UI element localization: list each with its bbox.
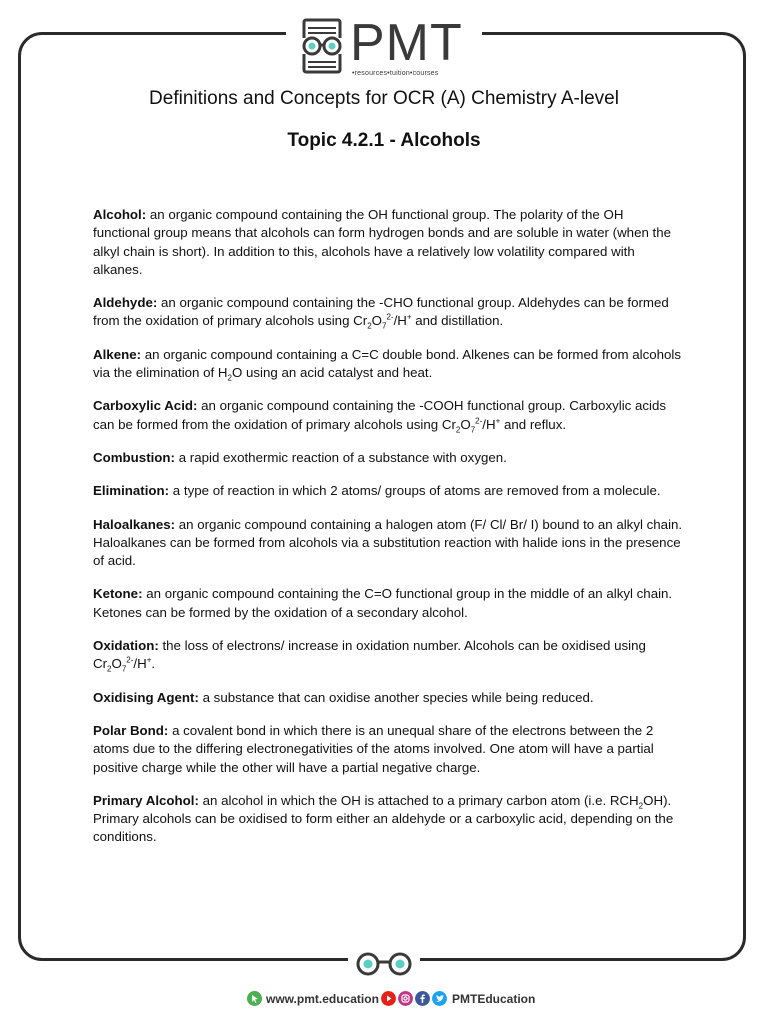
- superscript: 2-: [386, 313, 394, 323]
- superscript: +: [146, 655, 152, 665]
- topic-title: Topic 4.2.1 - Alcohols: [287, 130, 481, 151]
- cursor-link-icon: [247, 991, 262, 1006]
- definition-elimination: [93, 482, 683, 500]
- term: Oxidising Agent:: [93, 689, 199, 705]
- page-footer: [0, 988, 768, 1010]
- superscript: +: [406, 313, 412, 323]
- definition-text: a covalent bond in which there is an unequal share of the electrons between the 2 atoms due to the differing electronegativities of the atoms involved. One atom will have a partial positive charge while the other will have a partial negative charge.: [93, 722, 654, 775]
- subscript: 2: [227, 373, 232, 383]
- term: Combustion:: [93, 449, 175, 465]
- definition-text: /H: [393, 313, 407, 329]
- definition-haloalkanes: [93, 516, 683, 571]
- definition-text: a substance that can oxidise another species while being reduced.: [202, 689, 594, 705]
- logo-wordmark: PMT: [350, 14, 463, 72]
- superscript: 2-: [126, 655, 134, 665]
- definition-text: .: [151, 656, 156, 672]
- definition-text: an organic compound containing the OH functional group. The polarity of the OH functional group means that alcohols can form hydrogen bonds and are soluble in water (when the alkyl chain is short). In addition to this, alcohols have a relatively low volatility compared with alkanes.: [93, 207, 672, 277]
- definition-text: an organic compound containing the C=O functional group in the middle of an alkyl chain. Ketones can be formed by the oxidation of a secondary alcohol.: [93, 586, 673, 620]
- definition-alkene: [93, 346, 683, 383]
- website-link[interactable]: www.pmt.education: [266, 992, 379, 1006]
- definition-text: O: [371, 313, 382, 329]
- definition-text: OH). Primary alcohols can be oxidised to form either an aldehyde or a carboxylic acid, depending on the conditions.: [93, 792, 674, 845]
- facebook-icon[interactable]: [415, 991, 430, 1006]
- definition-text: an organic compound containing a halogen atom (F/ Cl/ Br/ I) bound to an alkyl chain. Haloalkanes can be formed from alcohols via a substitution reaction with halide ions in the presence of acid.: [93, 516, 683, 569]
- definition-text: an organic compound containing a C=C double bond. Alkenes can be formed from alcohols via the elimination of H: [93, 346, 682, 381]
- term: Alkene:: [93, 346, 142, 362]
- superscript: 2-: [475, 416, 483, 426]
- definition-text: a rapid exothermic reaction of a substance with oxygen.: [178, 449, 507, 465]
- term: Ketone:: [93, 586, 143, 602]
- definition-text: O: [460, 416, 471, 432]
- definition-aldehyde: [93, 294, 683, 331]
- definition-text: an organic compound containing the -CHO functional group. Aldehydes can be formed from the oxidation of primary alcohols using Cr: [93, 295, 669, 329]
- definition-text: /H: [482, 416, 496, 432]
- definition-combustion: [93, 449, 683, 467]
- definition-ketone: [93, 585, 683, 622]
- term: Primary Alcohol:: [93, 792, 199, 808]
- glasses-icon: [348, 950, 420, 978]
- definition-text: and reflux.: [503, 416, 567, 432]
- subscript: 2: [367, 322, 372, 332]
- definition-oxidation: [93, 637, 683, 674]
- book-glasses-icon: [298, 18, 348, 76]
- definition-carboxylic-acid: [93, 397, 683, 434]
- social-handle[interactable]: PMTEducation: [452, 992, 536, 1006]
- definition-text: O: [111, 656, 122, 672]
- definition-text: and distillation.: [415, 313, 504, 329]
- subscript: 2: [638, 801, 644, 811]
- subscript: 7: [121, 665, 127, 674]
- logo-tagline: •resources•tuition•courses: [352, 70, 439, 77]
- definition-primary-alcohol: [93, 792, 683, 847]
- term: Haloalkanes:: [93, 516, 176, 532]
- definition-polar-bond: [93, 722, 683, 777]
- term: Aldehyde:: [93, 295, 158, 311]
- instagram-icon[interactable]: [398, 991, 413, 1006]
- subscript: 7: [381, 322, 387, 332]
- definition-oxidising-agent: [93, 689, 683, 707]
- term: Alcohol:: [93, 207, 147, 222]
- definition-text: an alcohol in which the OH is attached to a primary carbon atom (i.e. RCH: [202, 792, 639, 808]
- term: Oxidation:: [93, 638, 159, 654]
- subscript: 2: [455, 425, 461, 435]
- document-title: Definitions and Concepts for OCR (A) Chemistry A-level: [149, 88, 619, 109]
- definitions-list: [93, 206, 683, 862]
- definition-alcohol: [93, 206, 683, 279]
- twitter-icon[interactable]: [432, 991, 447, 1006]
- superscript: +: [495, 416, 501, 426]
- definition-text: the loss of electrons/ increase in oxidation number. Alcohols can be oxidised using Cr: [93, 638, 646, 672]
- subscript: 2: [107, 665, 112, 674]
- pmt-logo: [286, 14, 482, 80]
- definition-text: an organic compound containing the -COOH functional group. Carboxylic acids can be formed from the oxidation of primary alcohols using Cr: [93, 398, 667, 432]
- definition-text: /H: [133, 656, 147, 672]
- term: Elimination:: [93, 483, 170, 499]
- definition-text: O using an acid catalyst and heat.: [231, 365, 433, 381]
- term: Polar Bond:: [93, 722, 169, 738]
- subscript: 7: [470, 425, 476, 435]
- definition-text: a type of reaction in which 2 atoms/ groups of atoms are removed from a molecule.: [172, 483, 661, 499]
- youtube-icon[interactable]: [381, 991, 396, 1006]
- term: Carboxylic Acid:: [93, 398, 198, 414]
